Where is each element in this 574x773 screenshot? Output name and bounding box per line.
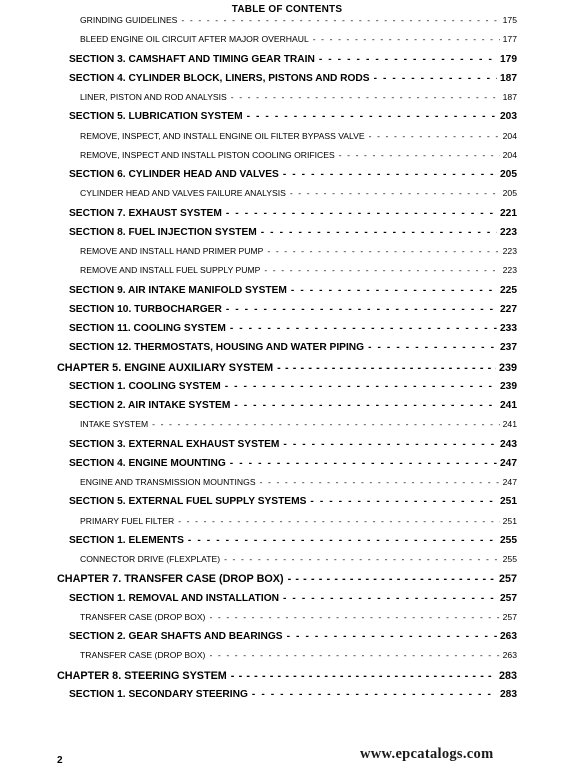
toc-entry-page: 175 [502,15,517,25]
dot-leader [369,131,500,141]
toc-entry-section[interactable] [69,342,517,353]
toc-entry-page: 239 [500,380,517,392]
toc-entry-title: CHAPTER 8. STEERING SYSTEM [57,669,227,682]
toc-entry-title: TRANSFER CASE (DROP BOX) [80,650,206,661]
dot-leader [287,631,497,642]
toc-entry-title: SECTION 2. GEAR SHAFTS AND BEARINGS [69,631,283,642]
dot-leader [260,477,500,487]
toc-entry-title: INTAKE SYSTEM [80,419,149,430]
dot-leader [261,227,497,238]
toc-entry-page: 227 [500,303,517,315]
toc-entry-title: SECTION 1. COOLING SYSTEM [69,380,221,392]
toc-entry-page: 179 [500,53,517,65]
dot-leader [267,246,499,256]
toc-entry-section[interactable] [69,285,517,296]
toc-entry-title: SECTION 6. CYLINDER HEAD AND VALVES [69,169,279,180]
toc-entry-section[interactable] [69,169,517,180]
dot-leader [288,573,496,585]
dot-leader [313,34,500,44]
dot-leader [152,419,500,429]
toc-entry-sub[interactable] [80,34,517,44]
dot-leader [290,188,500,198]
toc-entry-page: 241 [500,400,517,411]
toc-entry-page: 247 [502,477,517,487]
page-title: TABLE OF CONTENTS [231,4,343,15]
toc-entry-page: 257 [498,573,517,586]
toc-entry-title: GRINDING GUIDELINES [80,15,178,25]
toc-entry-page: 283 [500,688,517,700]
toc-entry-title: BLEED ENGINE OIL CIRCUIT AFTER MAJOR OVERHAUL [80,34,309,45]
toc-entry-sub[interactable] [80,554,517,564]
dot-leader [188,535,497,546]
toc-entry-title: SECTION 10. TURBOCHARGER [69,303,222,315]
toc-entry-title: REMOVE, INSPECT AND INSTALL PISTON COOLING ORIFICES [80,149,335,160]
watermark: www.epcatalogs.com [360,746,494,762]
dot-leader [209,612,499,622]
toc-entry-page: 251 [500,496,517,508]
dot-leader [225,381,497,392]
toc-entry-page: 233 [500,323,517,334]
toc-entry-page: 225 [500,284,517,296]
dot-leader [283,439,497,450]
toc-entry-page: 239 [498,361,517,374]
toc-entry-section[interactable] [69,73,517,84]
toc-entry-page: 237 [500,342,517,354]
toc-entry-page: 241 [502,419,517,430]
toc-entry-section[interactable] [69,227,517,238]
toc-entry-title: SECTION 1. SECONDARY STEERING [69,688,248,700]
toc-entry-title: SECTION 3. EXTERNAL EXHAUST SYSTEM [69,438,280,450]
dot-leader [230,323,497,334]
toc-entry-title: CHAPTER 7. TRANSFER CASE (DROP BOX) [57,573,284,586]
toc-entry-page: 257 [502,611,517,622]
toc-entry-title: SECTION 5. LUBRICATION SYSTEM [69,111,243,123]
dot-leader [283,593,497,604]
toc-entry-title: ENGINE AND TRANSMISSION MOUNTINGS [80,477,256,487]
dot-leader [226,304,497,315]
toc-entry-title: REMOVE, INSPECT, AND INSTALL ENGINE OIL FILTER BYPASS VALVE [80,130,365,141]
toc-entry-section[interactable] [69,439,517,450]
dot-leader [310,496,497,507]
toc-entry-section[interactable] [69,111,517,122]
toc-entry-page: 247 [500,457,517,469]
toc-entry-title: PRIMARY FUEL FILTER [80,515,175,526]
toc-entry-page: 204 [502,149,517,160]
toc-entry-section[interactable] [69,208,517,219]
toc-entry-page: 223 [502,246,517,256]
dot-leader [264,265,499,275]
dot-leader [339,150,500,160]
toc-entry-section[interactable] [69,631,517,642]
dot-leader [230,458,497,469]
toc-entry-sub[interactable] [80,419,517,429]
toc-entry-title: SECTION 3. CAMSHAFT AND TIMING GEAR TRAIN [69,53,315,65]
toc-entry-sub[interactable] [80,516,517,526]
toc-entry-page: 223 [500,226,517,238]
toc-entry-title: SECTION 8. FUEL INJECTION SYSTEM [69,226,257,238]
dot-leader [209,650,499,660]
toc-entry-page: 255 [502,554,517,564]
toc-entry-sub[interactable] [80,92,517,102]
toc-entry-title: SECTION 7. EXHAUST SYSTEM [69,207,222,219]
toc-entry-title: SECTION 1. REMOVAL AND INSTALLATION [69,592,279,604]
dot-leader [247,111,497,122]
toc-entry-sub[interactable] [80,131,517,141]
toc-entry-page: 257 [500,592,517,604]
toc-entry-section[interactable] [69,458,517,469]
toc-entry-section[interactable] [69,535,517,546]
toc-entry-section[interactable] [69,54,517,65]
toc-entry-sub[interactable] [80,265,517,275]
dot-leader [234,400,497,411]
dot-leader [178,516,499,526]
toc-entry-page: 187 [502,92,517,102]
toc-entry-page: 255 [500,534,517,546]
toc-entry-title: REMOVE AND INSTALL FUEL SUPPLY PUMP [80,265,261,276]
dot-leader [368,342,497,353]
toc-entry-title: SECTION 1. ELEMENTS [69,534,184,546]
toc-entry-sub[interactable] [80,612,517,622]
toc-entry-title: CHAPTER 5. ENGINE AUXILIARY SYSTEM [57,361,274,374]
toc-entry-title: SECTION 11. COOLING SYSTEM [69,323,226,334]
toc-entry-sub[interactable] [80,150,517,160]
toc-entry-title: SECTION 4. ENGINE MOUNTING [69,457,226,469]
toc-entry-page: 205 [502,188,517,199]
toc-entry-section[interactable] [69,593,517,604]
toc-entry-section[interactable] [69,381,517,392]
toc-entry-sub[interactable] [80,477,517,487]
dot-leader [181,15,499,25]
toc-entry-sub[interactable] [80,188,517,198]
dot-leader [224,554,500,564]
toc-entry-page: 263 [502,650,517,661]
toc-entry-title: SECTION 5. EXTERNAL FUEL SUPPLY SYSTEMS [69,496,307,508]
toc-entry-section[interactable] [69,496,517,507]
dot-leader [374,73,497,84]
toc-entry-page: 263 [500,631,517,642]
dot-leader [283,169,497,180]
toc-entry-sub[interactable] [80,246,517,256]
toc-entry-title: LINER, PISTON AND ROD ANALYSIS [80,92,227,102]
toc-entry-page: 203 [500,111,517,123]
toc-entry-page: 243 [500,438,517,450]
dot-leader [231,670,496,682]
toc-entry-title: SECTION 2. AIR INTAKE SYSTEM [69,400,231,411]
toc-entry-section[interactable] [69,323,517,334]
toc-entry-page: 251 [502,515,517,526]
toc-entry-page: 205 [500,169,517,180]
toc-entry-title: CONNECTOR DRIVE (FLEXPLATE) [80,554,221,564]
toc-entry-sub[interactable] [80,650,517,660]
toc-entry-title: TRANSFER CASE (DROP BOX) [80,611,206,622]
dot-leader [252,689,497,700]
toc-entry-page: 221 [500,207,517,219]
toc-entry-title: SECTION 9. AIR INTAKE MANIFOLD SYSTEM [69,284,287,296]
dot-leader [277,362,496,374]
toc-entry-section[interactable] [69,304,517,315]
toc-entry-page: 177 [502,34,517,45]
toc-entry-chapter[interactable] [57,573,517,585]
toc-entry-page: 223 [502,265,517,276]
toc-entry-chapter[interactable] [57,362,517,374]
toc-entry-page: 187 [500,72,517,84]
dot-leader [226,208,497,219]
dot-leader [319,54,497,65]
toc-entry-title: SECTION 12. THERMOSTATS, HOUSING AND WATER PIPING [69,342,365,354]
toc-entry-sub[interactable] [80,15,517,25]
dot-leader [291,285,497,296]
dot-leader [231,92,500,102]
toc-entry-title: SECTION 4. CYLINDER BLOCK, LINERS, PISTONS AND RODS [69,72,370,84]
toc-entry-title: CYLINDER HEAD AND VALVES FAILURE ANALYSIS [80,188,286,199]
toc-entry-section[interactable] [69,689,517,700]
page-number: 2 [57,755,63,766]
toc-entry-page: 283 [498,669,517,682]
toc-entry-page: 204 [502,130,517,141]
toc-entry-title: REMOVE AND INSTALL HAND PRIMER PUMP [80,246,264,256]
toc-entry-chapter[interactable] [57,670,517,682]
toc-entry-section[interactable] [69,400,517,411]
